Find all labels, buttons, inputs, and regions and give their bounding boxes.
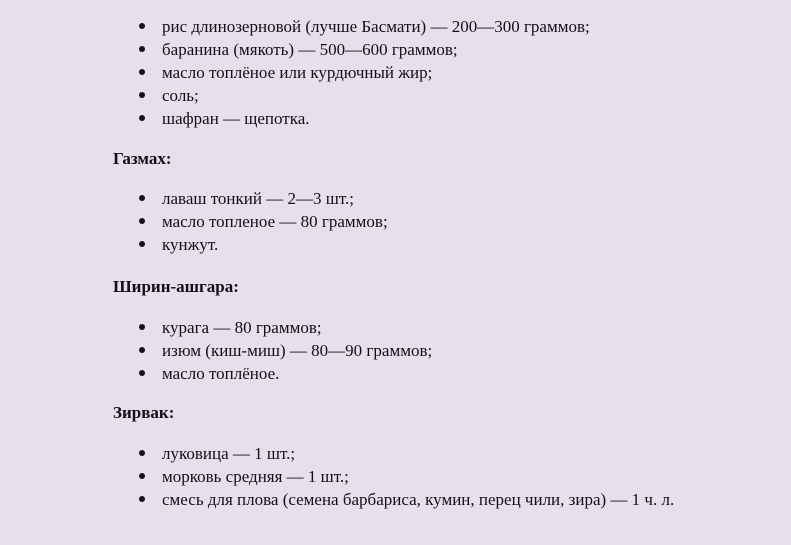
list-item-text: масло топлёное. <box>162 364 280 383</box>
section-heading-shirin-ashgara: Ширин-ашгара: <box>113 277 239 296</box>
list-item <box>137 465 674 488</box>
list-item <box>137 84 590 107</box>
bullet-icon <box>139 241 145 247</box>
ingredient-list-main <box>137 15 590 130</box>
list-item-text: смесь для плова (семена барбариса, кумин, перец чили, зира) — 1 ч. л. <box>162 490 675 509</box>
list-item <box>137 38 590 61</box>
section-heading-gazmah: Газмах: <box>113 149 172 168</box>
list-item-text: изюм (киш-миш) — 80—90 граммов; <box>162 341 433 360</box>
list-item <box>137 442 674 465</box>
bullet-icon <box>139 496 145 502</box>
bullet-icon <box>139 69 145 75</box>
list-item <box>137 210 388 233</box>
list-item <box>137 61 590 84</box>
list-item-text: курага — 80 граммов; <box>162 318 322 337</box>
bullet-icon <box>139 347 145 353</box>
ingredient-list-shirin-ashgara <box>137 316 432 385</box>
list-item <box>137 339 432 362</box>
bullet-icon <box>139 450 145 456</box>
list-item-text: масло топленое — 80 граммов; <box>162 212 388 231</box>
ingredient-list-gazmah <box>137 187 388 256</box>
list-item <box>137 107 590 130</box>
list-item-text: баранина (мякоть) — 500—600 граммов; <box>162 40 458 59</box>
list-item-text: масло топлёное или курдючный жир; <box>162 63 433 82</box>
list-item <box>137 233 388 256</box>
bullet-icon <box>139 195 145 201</box>
list-item <box>137 362 432 385</box>
bullet-icon <box>139 46 145 52</box>
list-item-text: кунжут. <box>162 235 219 254</box>
list-item <box>137 316 432 339</box>
section-heading-zirvak: Зирвак: <box>113 403 175 422</box>
list-item-text: лаваш тонкий — 2—3 шт.; <box>162 189 354 208</box>
bullet-icon <box>139 324 145 330</box>
list-item-text: рис длинозерновой (лучше Басмати) — 200—300 граммов; <box>162 17 590 36</box>
list-item-text: морковь средняя — 1 шт.; <box>162 467 349 486</box>
bullet-icon <box>139 218 145 224</box>
ingredient-list-zirvak <box>137 442 674 511</box>
list-item-text: соль; <box>162 86 199 105</box>
bullet-icon <box>139 370 145 376</box>
list-item-text: луковица — 1 шт.; <box>162 444 296 463</box>
list-item-text: шафран — щепотка. <box>162 109 310 128</box>
list-item <box>137 15 590 38</box>
bullet-icon <box>139 115 145 121</box>
bullet-icon <box>139 23 145 29</box>
bullet-icon <box>139 473 145 479</box>
bullet-icon <box>139 92 145 98</box>
list-item <box>137 488 674 511</box>
list-item <box>137 187 388 210</box>
